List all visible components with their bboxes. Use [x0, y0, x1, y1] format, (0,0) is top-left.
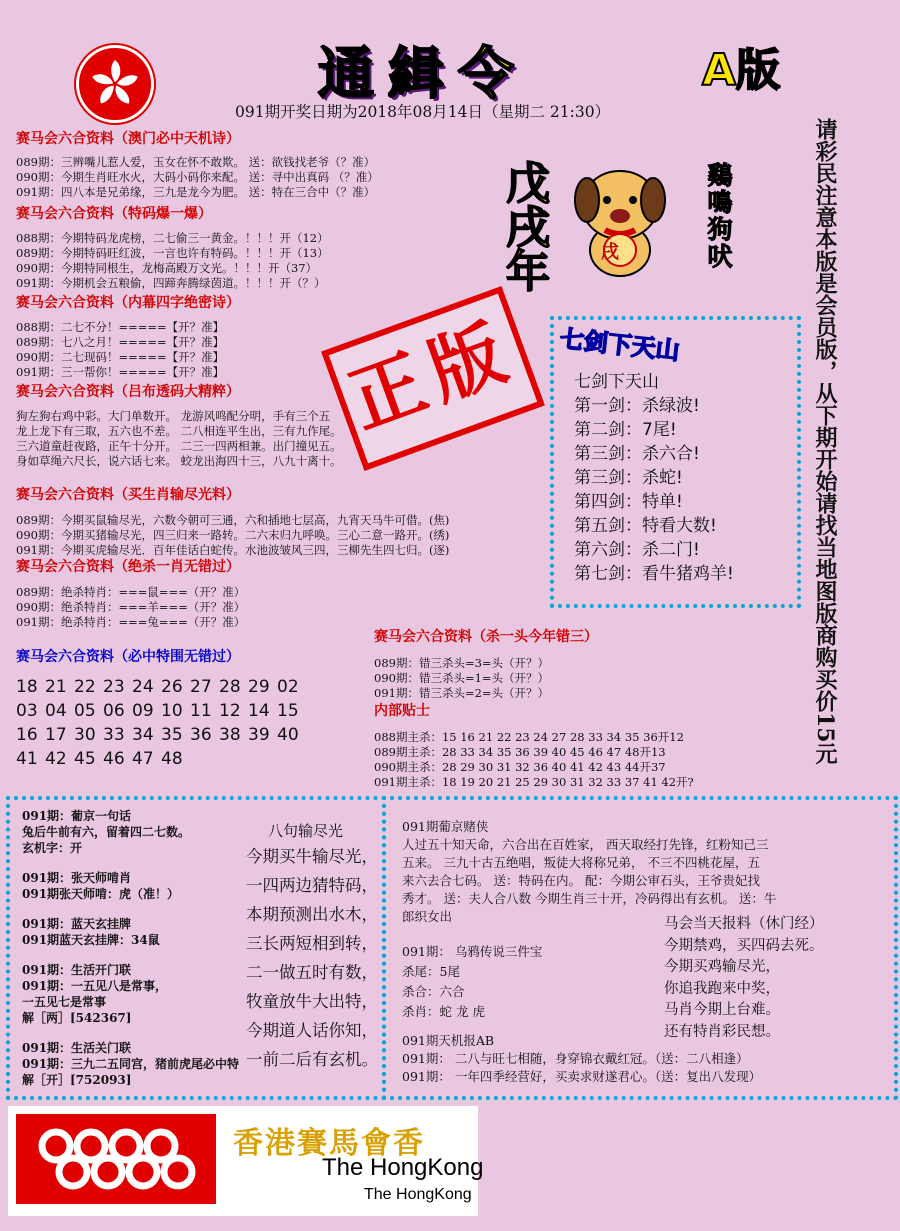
footer-en-1: The HongKong	[322, 1154, 484, 1181]
number-cell: 28	[219, 677, 241, 697]
section-title-must-win: 赛马会六合资料（必中特围无错过）	[16, 649, 240, 665]
section-title-special-code: 赛马会六合资料（特码爆一爆）	[16, 206, 212, 222]
list-item: 091期：今期买虎输尽光．百年佳话白蛇传。水池波皱风三四，三柳先生四七归。(逐)	[16, 543, 450, 557]
main-title: 通緝令	[318, 42, 528, 107]
footer-banner	[8, 1106, 484, 1216]
block-open-couplet: 091期：生活开门联 091期：一五见八是常事， 一五见七是常事 解［两］[542367]	[22, 963, 168, 1025]
list-item: 090期主杀：28 29 30 31 32 36 40 41 42 43 44开37	[374, 760, 666, 774]
section-title-four-char: 赛马会六合资料（内幕四字绝密诗）	[16, 295, 240, 311]
list-item: 牧童放牛大出特，	[246, 992, 378, 1011]
list-item: 090期：今期生肖旺水火，大码小码你来配。 送：寻中出真码 （？准）	[16, 170, 379, 184]
list-item: 郎织女出	[402, 909, 453, 924]
list-item: 你追我跑来中奖，	[664, 980, 780, 997]
seven-swords-lines	[574, 370, 734, 586]
genuine-stamp: 正版	[321, 286, 545, 471]
list-item: 三六道童赶夜路，正午十分开。 二三一四两相兼。出门撞见五。	[16, 439, 342, 453]
list-item: 马会当天报料（休门经）	[664, 916, 824, 932]
hkjc-logo	[16, 1114, 216, 1204]
section-title-lose-zodiac: 赛马会六合资料（买生肖输尽光料）	[16, 487, 240, 503]
list-item: 第五剑：特看大数!	[574, 516, 717, 536]
list-item: 今期买鸡输尽光，	[664, 959, 780, 975]
list-item: 091期：三一帮你！=====【开？准】	[16, 365, 225, 379]
list-item: 一前二后有玄机。	[246, 1050, 378, 1069]
number-cell: 42	[45, 749, 67, 769]
list-item: 088期：今期特码龙虎榜，二七偷三一黄金。！！！开（12）	[16, 231, 329, 245]
number-cell: 26	[161, 677, 183, 697]
number-cell: 34	[132, 725, 154, 745]
list-item: 091期：四八本是兄弟缘，三九是龙今为肥。 送：特在三合中（？准）	[16, 185, 376, 199]
number-cell: 35	[161, 725, 183, 745]
list-item: 089期：错三杀头=3=头（开？）	[374, 656, 550, 670]
list-item: 091期： 一年四季经营好，买卖求财遂君心。（送：复出八发现）	[402, 1069, 762, 1084]
list-item: 090期：二七现码！=====【开？准】	[16, 350, 225, 364]
number-cell: 24	[132, 677, 154, 697]
insider-lines	[374, 730, 694, 790]
list-item: 第七剑：看牛猪鸡羊!	[574, 564, 734, 584]
dog-mascot	[565, 160, 675, 280]
number-cell: 05	[74, 701, 96, 721]
number-cell: 15	[277, 701, 299, 721]
list-item: 091期：绝杀特肖：===兔===（开？准）	[16, 615, 246, 629]
draw-date: 091期开奖日期为2018年08月14日（星期二 21:30）	[235, 103, 611, 121]
number-cell: 10	[161, 701, 183, 721]
number-cell: 40	[277, 725, 299, 745]
number-cell: 48	[161, 749, 183, 769]
list-item: 今期买牛输尽光，	[246, 847, 378, 866]
four-char-lines	[16, 320, 224, 380]
section-title-macau-poem: 赛马会六合资料（澳门必中天机诗）	[16, 131, 240, 147]
slogan-right: 鷄鳴狗吠	[704, 162, 733, 270]
section-title-insider: 内部贴士	[374, 703, 430, 719]
list-item: 089期：七八之月！=====【开？准】	[16, 335, 225, 349]
number-cell: 11	[190, 701, 212, 721]
number-cell: 03	[16, 701, 38, 721]
list-item: 今期禁鸡，买四码去死。	[664, 937, 824, 954]
number-cell: 17	[45, 725, 67, 745]
crow-block	[402, 942, 542, 1022]
list-item: 来六去合七码。 送：特码在内。 配：今期公审石头，王爷贵妃找	[402, 873, 760, 888]
number-cell: 27	[190, 677, 212, 697]
list-item: 090期：今期买猪输尽光，四三归来一路转。二六末归九呼唤。三心二意一路开。(绣)	[16, 528, 450, 542]
list-item: 七剑下天山	[574, 372, 659, 392]
number-cell: 12	[219, 701, 241, 721]
section-title-kill-head: 赛马会六合资料（杀一头今年错三）	[374, 629, 598, 645]
list-item: 090期：今期特同根生，龙梅高殿万文光。！！！开（37）	[16, 261, 318, 275]
list-item: 089期：今期特码旺红波，一言也许有特码。！！！开（13）	[16, 246, 329, 260]
hk-emblem-logo	[76, 45, 154, 123]
number-cell: 39	[248, 725, 270, 745]
list-item: 杀肖：蛇 龙 虎	[402, 1004, 485, 1019]
list-item: 二一做五时有数，	[246, 963, 378, 982]
list-item: 马肖今期上台难。	[664, 1002, 780, 1018]
dog-badge: 戌	[601, 242, 619, 263]
special-code-lines	[16, 231, 329, 291]
list-item: 090期：绝杀特肖：===羊===（开？准）	[16, 600, 246, 614]
list-item: 今期道人话你知，	[246, 1021, 378, 1040]
tianji-block	[402, 1032, 761, 1086]
list-item: 一四两边猜特码，	[246, 876, 378, 895]
list-item: 091期：今期机会五粮偷，四蹄奔腾绿茵道。！！！开（？）	[16, 276, 326, 290]
lubu-lines	[16, 409, 342, 469]
number-cell: 06	[103, 701, 125, 721]
number-cell: 04	[45, 701, 67, 721]
section-title-lubu: 赛马会六合资料（吕布透码大精粹）	[16, 384, 240, 400]
block-lantianxuan: 091期：蓝天玄挂牌 091期蓝天玄挂牌：34鼠	[22, 917, 160, 947]
list-item: 089期：今期买鼠输尽光，六数今朝可三通，六和插地七层高，九宵天马牛可借。(焦)	[16, 513, 450, 527]
list-item: 第三剑：杀蛇!	[574, 468, 683, 488]
bottom-left-blocks	[22, 808, 239, 1088]
number-cell: 14	[248, 701, 270, 721]
number-cell: 16	[16, 725, 38, 745]
list-item: 089期主杀：28 33 34 35 36 39 40 45 46 47 48开13	[374, 745, 666, 759]
list-item: 第三剑：杀六合!	[574, 444, 700, 464]
gambler-title: 091期葡京赌侠	[402, 819, 489, 834]
gambler-block	[402, 818, 776, 926]
must-win-numbers	[16, 677, 306, 769]
version-badge: A版	[702, 45, 781, 96]
list-item: 088期：二七不分！=====【开？准】	[16, 320, 225, 334]
list-item: 091期主杀：18 19 20 21 25 29 30 31 32 33 37 41 42开?	[374, 775, 694, 789]
list-item: 五来。 三九十古五绝唱，叛徒大将称兄弟， 不三不四桃花屋，五	[402, 855, 760, 870]
list-item: 秀才。 送：夫人合八数 今期生肖三十开，冷码得出有玄机。 送：牛	[402, 891, 777, 906]
year-label: 戊戌年	[498, 160, 549, 292]
number-cell: 29	[248, 677, 270, 697]
number-cell: 02	[277, 677, 299, 697]
list-item: 龙上龙下有三取，五六也不差。 二八相连平生出，三有九作尾。	[16, 424, 342, 438]
horse-report-block	[664, 914, 824, 1043]
list-item: 三长两短相到转，	[246, 934, 378, 953]
block-zhangtianshi: 091期：张天师啃肖 091期张天师啃：虎（准！）	[22, 871, 180, 901]
list-item: 人过五十知天命，六合出在百姓家， 西天取经打先锋，红粉知己三	[402, 837, 769, 852]
number-cell: 18	[16, 677, 38, 697]
side-notice: 请彩民注意本版是会员版，从下期开始请找当地图版商购买价15元	[812, 118, 838, 765]
list-item: 091期： 乌鸦传说三件宝	[402, 944, 543, 959]
eight-lines-poem	[246, 842, 378, 1074]
number-cell: 23	[103, 677, 125, 697]
list-item: 第二剑：7尾!	[574, 420, 677, 440]
section-title-kill-one: 赛马会六合资料（绝杀一肖无错过）	[16, 559, 240, 575]
number-cell: 36	[190, 725, 212, 745]
eight-lines-title: 八句输尽光	[268, 822, 344, 840]
lose-zodiac-lines	[16, 513, 449, 558]
number-cell: 45	[74, 749, 96, 769]
number-cell: 47	[132, 749, 154, 769]
list-item: 091期：错三杀头=2=头（开？）	[374, 686, 550, 700]
number-cell: 30	[74, 725, 96, 745]
footer-en-2: The HongKong	[364, 1186, 472, 1203]
block-pujing: 091期：葡京一句话 兔后牛前有六，留着四二七数。 玄机字：开	[22, 809, 191, 855]
list-item: 第四剑：特单!	[574, 492, 683, 512]
list-item: 还有特肖彩民想。	[664, 1023, 780, 1040]
list-item: 杀合：六合	[402, 984, 465, 999]
list-item: 089期：绝杀特肖：===鼠===（开？准）	[16, 585, 246, 599]
list-item: 身如草绳六尺长，说六话七来。 蛟龙出海四十三，八九十离十。	[16, 454, 342, 468]
list-item: 090期：错三杀头=1=头（开？）	[374, 671, 550, 685]
seven-swords-title: 七剑下天山	[558, 323, 681, 366]
tianji-title: 091期天机报AB	[402, 1033, 495, 1048]
number-cell: 21	[45, 677, 67, 697]
list-item: 089期：三辨嘴儿惹人爱，玉女在怀不敢欺。 送：欲钱找老爷（？准）	[16, 155, 376, 169]
footer-cn: 香港賽馬會香	[233, 1126, 425, 1161]
list-item: 第六剑：杀二门!	[574, 540, 700, 560]
number-cell: 38	[219, 725, 241, 745]
list-item: 088期主杀：15 16 21 22 23 24 27 28 33 34 35 36开12	[374, 730, 684, 744]
number-cell: 22	[74, 677, 96, 697]
number-cell: 09	[132, 701, 154, 721]
list-item: 第一剑：杀绿波!	[574, 396, 700, 416]
kill-one-lines	[16, 585, 245, 630]
list-item: 091期： 二八与旺七相随，身穿锦衣戴红冠。（送：二八相逢）	[402, 1051, 749, 1066]
macau-poem-lines	[16, 155, 379, 200]
number-cell: 46	[103, 749, 125, 769]
list-item: 杀尾：5尾	[402, 964, 460, 979]
block-close-couplet: 091期：生活关门联 091期：三九二五同宫，猪前虎尾必中特 解［开］[752093]	[22, 1041, 240, 1087]
kill-head-lines	[374, 656, 549, 701]
list-item: 本期预测出水木，	[246, 905, 378, 924]
list-item: 狗左狗右鸡中彩。大门单数开。 龙游风鸣配分明，手有三个五	[16, 409, 331, 423]
number-cell: 33	[103, 725, 125, 745]
number-cell: 41	[16, 749, 38, 769]
